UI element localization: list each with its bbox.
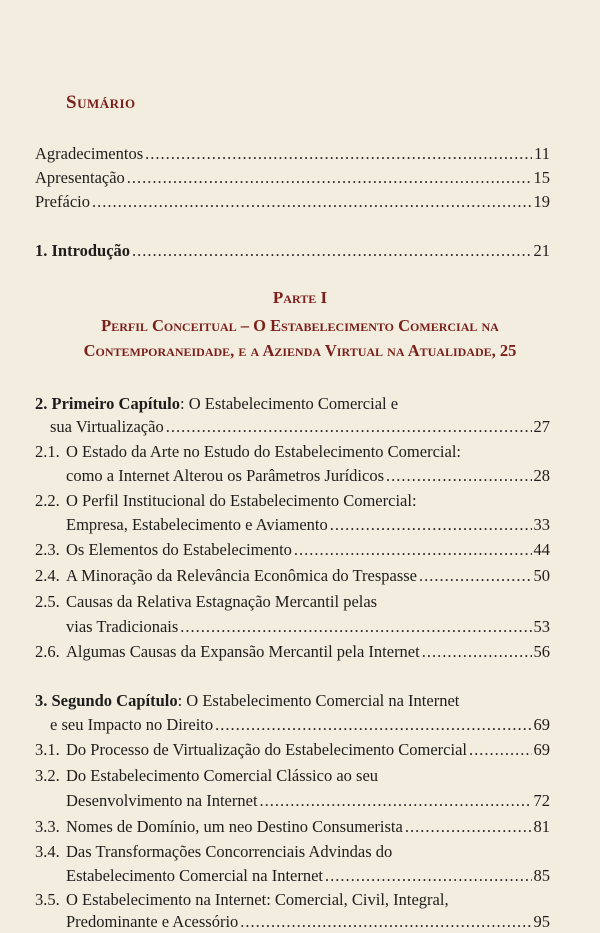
section-title: Algumas Causas da Expansão Mercantil pela Internet (66, 642, 420, 661)
leader-dots (419, 565, 532, 587)
toc-page-number: 15 (533, 168, 550, 187)
leader-dots (145, 143, 532, 165)
section-number: 2.2. (35, 491, 60, 510)
toc-section-2-3 (35, 539, 550, 561)
section-number: 3.4. (35, 842, 60, 861)
section-number: 3.1. (35, 740, 60, 759)
toc-page-number: 85 (533, 866, 550, 885)
toc-section-2-4 (35, 565, 550, 587)
leader-dots (325, 865, 531, 887)
chapter-title: Introdução (51, 241, 131, 260)
chapter-number: 2. (35, 394, 48, 413)
section-number: 2.1. (35, 442, 60, 461)
toc-page-number: 69 (533, 740, 550, 759)
chapter-heading-2-cont (50, 416, 550, 438)
leader-dots (215, 714, 531, 736)
section-number: 2.5. (35, 592, 60, 611)
leader-dots (180, 616, 531, 638)
toc-page-number: 81 (533, 817, 550, 836)
toc-page-number: 28 (533, 466, 550, 485)
toc-section-2-5-cont (66, 616, 550, 638)
leader-dots (132, 240, 531, 262)
leader-dots (386, 465, 531, 487)
section-number: 2.3. (35, 540, 60, 559)
section-title: Do Processo de Virtualização do Estabelecimento Comercial (66, 740, 467, 759)
section-title-cont: como a Internet Alterou os Parâmetros Jurídicos (66, 466, 385, 485)
leader-dots (422, 641, 532, 663)
leader-dots (469, 739, 532, 761)
toc-entry-label (35, 240, 130, 262)
section-title: O Perfil Institucional do Estabelecimento Comercial: (66, 491, 417, 510)
section-title-cont: Empresa, Estabelecimento e Aviamento (66, 515, 328, 534)
chapter-heading-3-cont (50, 714, 550, 736)
toc-page-number: 11 (534, 144, 550, 163)
chapter-number: 1. (35, 241, 48, 260)
toc-section-3-3 (35, 816, 550, 838)
toc-page-number: 33 (533, 515, 550, 534)
toc-page-number: 50 (533, 566, 550, 585)
toc-entry-label: Prefácio (35, 192, 90, 211)
toc-entry-agradecimentos (35, 143, 550, 165)
toc-section-2-1 (35, 441, 461, 463)
leader-dots (92, 191, 532, 213)
section-title: O Estabelecimento na Internet: Comercial, Civil, Integral, (66, 890, 449, 909)
toc-page-number: 27 (533, 417, 550, 436)
section-title: O Estado da Arte no Estudo do Estabelecimento Comercial: (66, 442, 461, 461)
toc-page-number: 72 (533, 791, 550, 810)
toc-section-3-5-cont (66, 911, 550, 933)
toc-entry-label: Apresentação (35, 168, 125, 187)
section-title-cont: Desenvolvimento na Internet (66, 791, 258, 810)
section-title: Os Elementos do Estabelecimento (66, 540, 292, 559)
toc-section-2-2 (35, 490, 417, 512)
page-title: Sumário (66, 92, 136, 113)
section-title: Causas da Relativa Estagnação Mercantil pelas (66, 592, 378, 611)
chapter-subtitle-cont: sua Virtualização (50, 417, 164, 436)
toc-page-number: 95 (533, 912, 550, 931)
toc-section-2-5 (35, 591, 377, 613)
leader-dots (240, 911, 531, 933)
chapter-title: Segundo Capítulo (51, 691, 178, 710)
part-title-line-2: Contemporaneidade, e a Azienda Virtual na Atualidade, 25 (83, 341, 517, 360)
section-title: Das Transformações Concorrenciais Advindas do (66, 842, 393, 861)
toc-page-number: 44 (533, 540, 550, 559)
toc-page-number: 21 (533, 241, 550, 260)
toc-section-2-6 (35, 641, 550, 663)
leader-dots (294, 539, 532, 561)
chapter-number: 3. (35, 691, 48, 710)
toc-entry-apresentacao (35, 167, 550, 189)
leader-dots (405, 816, 532, 838)
section-title: Nomes de Domínio, um neo Destino Consumerista (66, 817, 403, 836)
section-title: A Minoração da Relevância Econômica do Trespasse (66, 566, 417, 585)
section-title-cont: Estabelecimento Comercial na Internet (66, 866, 324, 885)
toc-page-number: 56 (533, 642, 550, 661)
toc-section-3-4-cont (66, 865, 550, 887)
chapter-subtitle-cont: e seu Impacto no Direito (50, 715, 214, 734)
chapter-heading-2 (35, 393, 398, 415)
part-title-line-1: Perfil Conceitual – O Estabelecimento Comercial na (101, 316, 499, 335)
toc-section-3-4 (35, 841, 392, 863)
leader-dots (330, 514, 532, 536)
section-number: 2.4. (35, 566, 60, 585)
leader-dots (260, 790, 532, 812)
leader-dots (166, 416, 532, 438)
section-title-cont: Predominante e Acessório (66, 912, 239, 931)
toc-section-3-2 (35, 765, 378, 787)
toc-section-3-1 (35, 739, 550, 761)
toc-page-number: 53 (533, 617, 550, 636)
toc-entry-label: Agradecimentos (35, 144, 144, 163)
chapter-heading-3 (35, 690, 459, 712)
toc-section-2-1-cont (66, 465, 550, 487)
section-title-cont: vias Tradicionais (66, 617, 179, 636)
section-number: 2.6. (35, 642, 60, 661)
chapter-title: Primeiro Capítulo (51, 394, 180, 413)
chapter-subtitle: : O Estabelecimento Comercial na Internet (177, 691, 460, 710)
toc-entry-introducao (35, 240, 550, 262)
toc-page-number: 69 (533, 715, 550, 734)
section-number: 3.3. (35, 817, 60, 836)
toc-section-3-2-cont (66, 790, 550, 812)
toc-entry-prefacio (35, 191, 550, 213)
section-number: 3.2. (35, 766, 60, 785)
part-label: Parte I (272, 288, 328, 307)
toc-section-3-5 (35, 889, 449, 911)
leader-dots (127, 167, 532, 189)
section-number: 3.5. (35, 890, 60, 909)
toc-section-2-2-cont (66, 514, 550, 536)
toc-page-number: 19 (533, 192, 550, 211)
section-title: Do Estabelecimento Comercial Clássico ao seu (66, 766, 379, 785)
chapter-subtitle: : O Estabelecimento Comercial e (179, 394, 399, 413)
